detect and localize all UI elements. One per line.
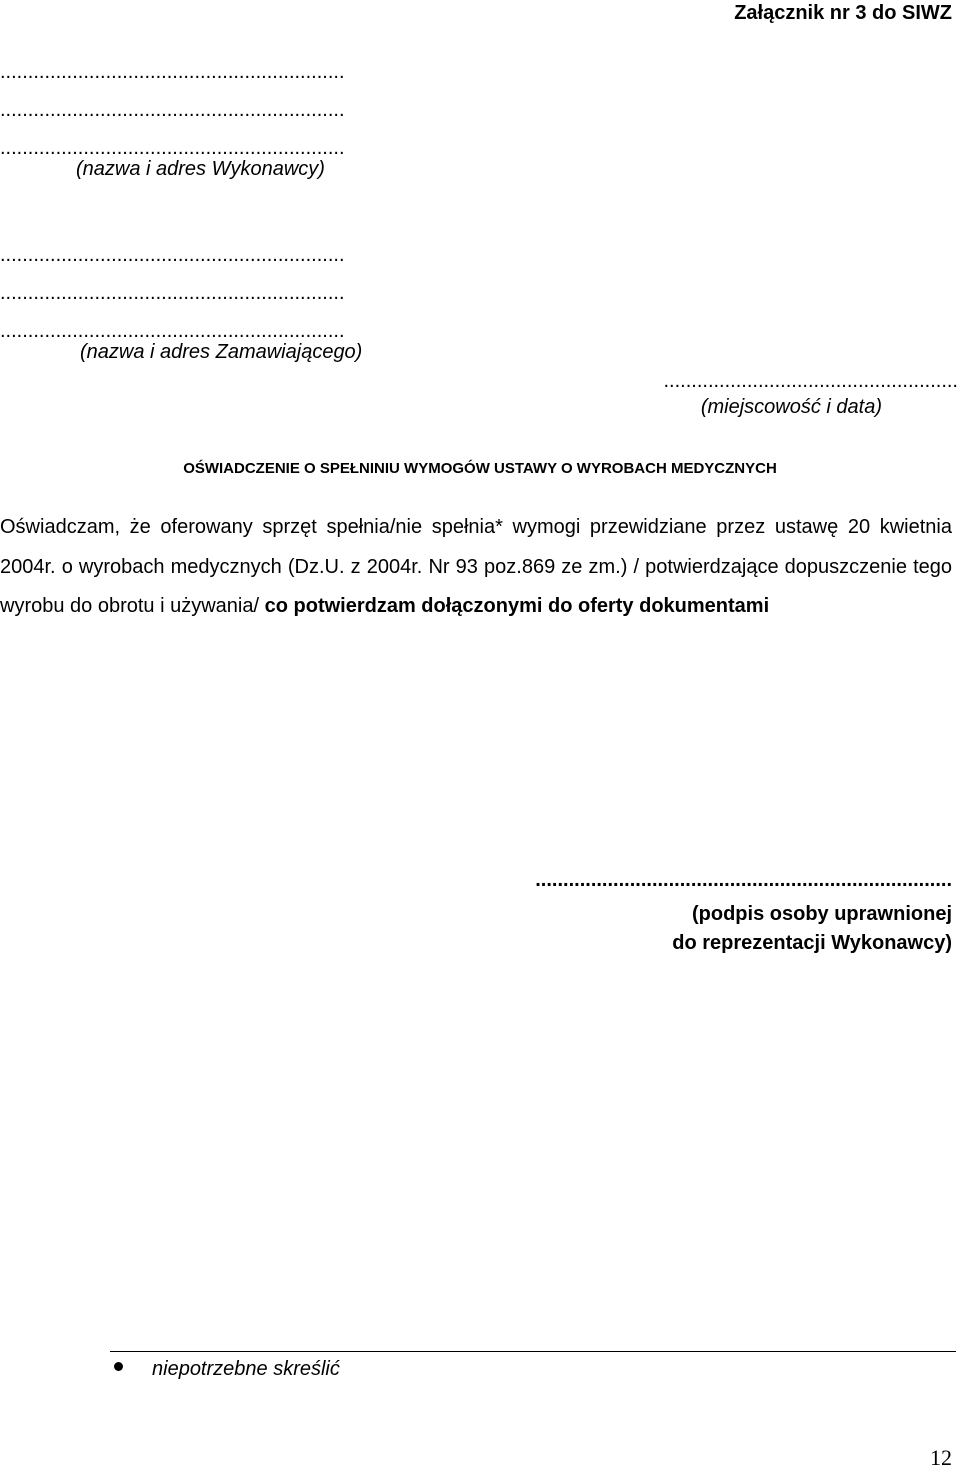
- purchaser-dot-line: ..............................................................: [0, 282, 345, 304]
- contractor-dot-line: ..............................................................: [0, 99, 345, 121]
- purchaser-dot-line: ..............................................................: [0, 244, 345, 266]
- signature-caption: [672, 900, 952, 958]
- purchaser-dot-line: ..............................................................: [0, 320, 345, 342]
- statement-text: Oświadczam, że oferowany sprzęt spełnia/nie spełnia* wymogi przewidziane przez ustawę 20 kwietnia 2004r. o wyrobach medycznych (Dz.U. z 2004r. Nr 93 poz.869 ze zm.) / potwierdzające dopuszczenie tego wyrobu do obrotu i używania/: [0, 516, 952, 617]
- contractor-dot-line: ..............................................................: [0, 61, 345, 83]
- footnote-bullet-icon: [114, 1362, 123, 1371]
- signature-caption-line1: (podpis osoby uprawnionej: [692, 903, 952, 925]
- place-date-caption: (miejscowość i data): [700, 396, 882, 418]
- footnote-text: niepotrzebne skreślić: [152, 1358, 340, 1380]
- signature-caption-line2: do reprezentacji Wykonawcy): [672, 932, 952, 954]
- purchaser-caption: (nazwa i adres Zamawiającego): [80, 341, 363, 363]
- contractor-caption: (nazwa i adres Wykonawcy): [76, 158, 325, 180]
- page-number: 12: [930, 1445, 952, 1470]
- statement-paragraph: [0, 508, 952, 627]
- statement-bold-text: co potwierdzam dołączonymi do oferty dokumentami: [264, 595, 770, 617]
- signature-dot-line: ...........................................................................: [535, 869, 952, 891]
- annex-label: Załącznik nr 3 do SIWZ: [734, 2, 952, 24]
- contractor-dot-line: ..............................................................: [0, 137, 345, 159]
- statement-heading: OŚWIADCZENIE O SPEŁNINIU WYMOGÓW USTAWY O WYROBACH MEDYCZNYCH: [183, 460, 777, 477]
- footnote-separator: [110, 1351, 956, 1352]
- place-date-dot-line: .....................................................: [663, 370, 958, 392]
